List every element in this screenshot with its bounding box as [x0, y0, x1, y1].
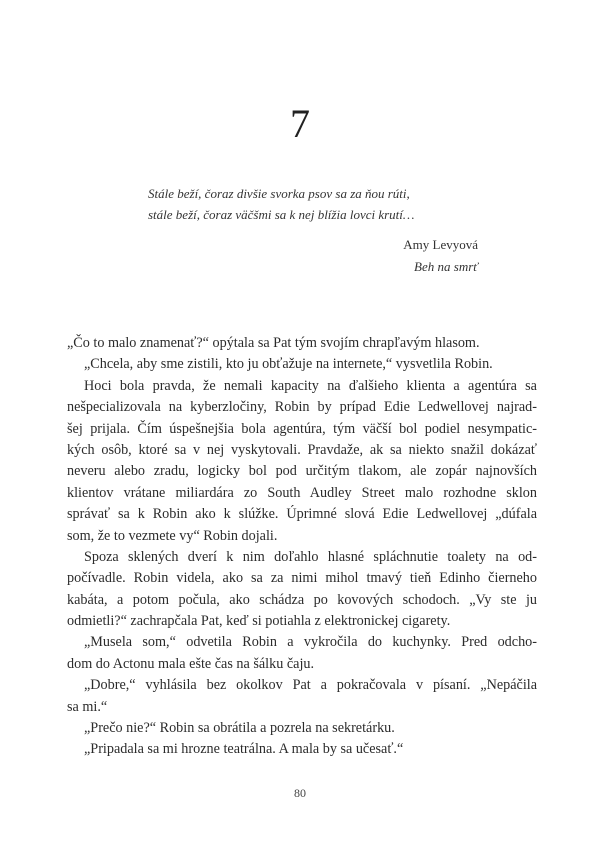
body-line: kých osôb, ktoré sa v nej vyskytovali. Pravdaže, ak sa niekto snažil dokázať — [67, 441, 537, 458]
body-line: Spoza sklených dverí k nim doľahlo hlasné spláchnutie toalety na od- — [84, 548, 537, 565]
body-line: som, že to vezmete vy“ Robin dojali. — [67, 527, 278, 544]
body-line: klientov vrátane miliardára zo South Audley Street malo rozhodne sklon — [67, 484, 537, 501]
body-line: sa mi.“ — [67, 698, 108, 715]
body-line: neveru alebo zradu, logicky bol pod určitým tlakom, ale zopár najnovších — [67, 463, 537, 480]
body-line: správať sa k Robin ako k slúžke. Úprimné slová Edie Ledwellovej „dúfala — [67, 506, 537, 523]
chapter-number: 7 — [290, 101, 310, 146]
epigraph-attribution — [403, 234, 478, 278]
body-line: nešpecializovala na kyberzločiny, Robin by prípad Edie Ledwellovej najrad- — [67, 399, 537, 416]
body-line: „Dobre,“ vyhlásila bez okolkov Pat a pokračovala v písaní. „Nepáčila — [84, 677, 537, 694]
body-line: kabáta, a potom počula, ako schádza po kovových schodoch. „Vy ste ju — [67, 591, 537, 608]
body-line: šej prijala. Čím úspešnejšia bola agentúra, tým väčší bol podiel nesympatic- — [67, 420, 537, 437]
body-line: „Pripadala sa mi hrozne teatrálna. A mala by sa učesať.“ — [84, 741, 404, 758]
body-line: „Prečo nie?“ Robin sa obrátila a pozrela na sekretárku. — [84, 720, 395, 737]
body-line: „Čo to malo znamenať?“ opýtala sa Pat tým svojím chrapľavým hlasom. — [67, 335, 480, 351]
epigraph-author: Amy Levyová — [403, 237, 478, 252]
body-line: „Chcela, aby sme zistili, kto ju obťažuje na internete,“ vysvetlila Robin. — [84, 356, 493, 373]
body-line: Hoci bola pravda, že nemali kapacity na ďalšieho klienta a agentúra sa — [84, 377, 537, 394]
body-line: dom do Actonu mala ešte čas na šálku čaju. — [67, 655, 315, 672]
body-text — [67, 333, 537, 761]
epigraph-line: stále beží, čoraz väčšmi sa k nej blížia lovci krutí… — [148, 207, 415, 222]
body-line: počívadle. Robin videla, ako sa za nimi mihol tmavý tieň Edinho čierneho — [67, 570, 537, 587]
body-line: „Musela som,“ odvetila Robin a vykročila do kuchynky. Pred odcho- — [84, 634, 537, 651]
epigraph — [148, 183, 478, 225]
body-line: odmietli?“ zachrapčala Pat, keď si potiahla z elektronickej cigarety. — [67, 613, 451, 630]
epigraph-work-title: Beh na smrť — [414, 259, 478, 274]
epigraph-line: Stále beží, čoraz divšie svorka psov sa za ňou rúti, — [148, 186, 410, 201]
page-number: 80 — [294, 786, 306, 800]
